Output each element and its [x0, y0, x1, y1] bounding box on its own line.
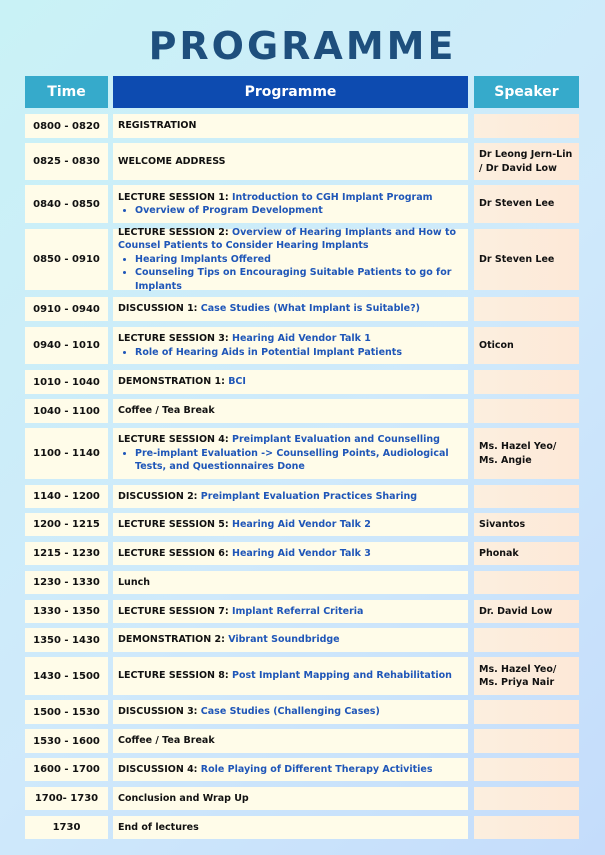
table-row — [0, 143, 605, 180]
speaker-cell — [474, 787, 579, 810]
time-cell: 1730 — [25, 816, 108, 839]
session-label: WELCOME ADDRESS — [118, 155, 226, 167]
programme-cell — [113, 114, 468, 138]
session-label: DEMONSTRATION 1: — [118, 376, 229, 388]
speaker-name: Dr Leong Jern-Lin / Dr David Low — [479, 149, 573, 174]
table-row — [0, 185, 605, 223]
programme-line — [118, 605, 464, 619]
speaker-name: Ms. Hazel Yeo/ Ms. Angie — [479, 441, 557, 466]
time-cell: 1600 - 1700 — [25, 758, 108, 781]
programme-cell — [113, 297, 468, 321]
time-cell: 1010 - 1040 — [25, 370, 108, 394]
session-label: DEMONSTRATION 2: — [118, 634, 229, 646]
time-cell: 1215 - 1230 — [25, 542, 108, 565]
session-topic: Vibrant Soundbridge — [228, 634, 340, 646]
session-topic: Overview of Hearing Implants and How to Counsel Patients to Consider Hearing Implants — [118, 226, 457, 252]
speaker-name: Dr Steven Lee — [479, 253, 555, 265]
time-cell: 1430 - 1500 — [25, 657, 108, 695]
programme-cell — [113, 226, 468, 292]
programme-line — [118, 518, 464, 532]
time-cell: 0825 - 0830 — [25, 143, 108, 180]
programme-line — [118, 332, 464, 346]
session-label: Coffee / Tea Break — [118, 735, 215, 747]
session-topic: Case Studies (Challenging Cases) — [200, 706, 380, 718]
session-topic: Introduction to CGH Implant Program — [232, 191, 433, 203]
programme-cell — [113, 485, 468, 508]
speaker-cell — [474, 485, 579, 508]
speaker-name: Ms. Hazel Yeo/ Ms. Priya Nair — [479, 663, 557, 688]
header-time: Time — [25, 76, 108, 108]
time-cell: 0940 - 1010 — [25, 327, 108, 364]
programme-line — [118, 734, 464, 748]
session-label: LECTURE SESSION 1: — [118, 191, 232, 203]
programme-cell — [113, 787, 468, 810]
programme-cell — [113, 657, 468, 695]
speaker-cell — [474, 758, 579, 781]
programme-cell — [113, 399, 468, 423]
programme-cell — [113, 370, 468, 394]
session-label: LECTURE SESSION 4: — [118, 434, 232, 446]
time-cell: 0840 - 0850 — [25, 185, 108, 223]
speaker-cell — [474, 327, 579, 364]
speaker-cell — [474, 657, 579, 695]
table-row — [0, 700, 605, 724]
speaker-cell — [474, 700, 579, 724]
programme-cell — [113, 816, 468, 839]
table-row — [0, 628, 605, 652]
session-topic: Hearing Aid Vendor Talk 3 — [232, 547, 371, 559]
table-row — [0, 657, 605, 695]
session-label: DISCUSSION 3: — [118, 706, 201, 718]
speaker-cell — [474, 542, 579, 565]
table-row — [0, 485, 605, 508]
session-label: LECTURE SESSION 2: — [118, 226, 232, 238]
session-topic: Post Implant Mapping and Rehabilitation — [232, 670, 452, 682]
speaker-name: Dr Steven Lee — [479, 198, 555, 210]
programme-line — [118, 226, 464, 253]
bullet-list — [118, 447, 464, 474]
speaker-cell — [474, 114, 579, 138]
programme-line — [118, 302, 464, 316]
header-programme: Programme — [113, 76, 468, 108]
programme-cell — [113, 428, 468, 479]
speaker-cell — [474, 399, 579, 423]
session-label: LECTURE SESSION 7: — [118, 605, 232, 617]
speaker-name: Phonak — [479, 547, 519, 559]
time-cell: 1500 - 1530 — [25, 700, 108, 724]
programme-cell — [113, 542, 468, 565]
table-row — [0, 542, 605, 565]
table-row — [0, 370, 605, 394]
speaker-name: Sivantos — [479, 518, 526, 530]
session-label: Conclusion and Wrap Up — [118, 792, 249, 804]
programme-line — [118, 191, 464, 205]
session-label: DISCUSSION 1: — [118, 303, 201, 315]
bullet-list — [118, 346, 464, 360]
table-row — [0, 327, 605, 364]
session-label: REGISTRATION — [118, 120, 197, 132]
session-label: DISCUSSION 2: — [118, 490, 201, 502]
programme-cell — [113, 143, 468, 180]
table-row — [0, 816, 605, 839]
programme-cell — [113, 327, 468, 364]
programme-line — [118, 576, 464, 590]
bullet-item: • Pre-implant Evaluation -> Counselling Points, Audiological Tests, and Questionnaires Done — [135, 447, 464, 474]
time-cell: 1530 - 1600 — [25, 729, 108, 753]
table-row — [0, 758, 605, 781]
session-topic: Hearing Aid Vendor Talk 1 — [232, 333, 371, 344]
bullet-list — [118, 204, 464, 218]
time-cell: 1700- 1730 — [25, 787, 108, 810]
speaker-cell — [474, 297, 579, 321]
bullet-list — [118, 253, 464, 294]
session-topic: Preimplant Evaluation Practices Sharing — [200, 490, 418, 502]
session-label: Coffee / Tea Break — [118, 405, 215, 417]
speaker-cell — [474, 513, 579, 536]
table-row — [0, 428, 605, 479]
session-topic: Hearing Aid Vendor Talk 2 — [232, 518, 371, 530]
session-label: LECTURE SESSION 3: — [118, 333, 232, 344]
speaker-cell — [474, 370, 579, 394]
table-row — [0, 399, 605, 423]
programme-cell — [113, 513, 468, 536]
programme-line — [118, 119, 464, 133]
page-title: PROGRAMME — [148, 24, 457, 68]
programme-line — [118, 763, 464, 777]
programme-line — [118, 375, 464, 389]
bullet-item: • Overview of Program Development — [135, 204, 464, 218]
time-cell: 1230 - 1330 — [25, 571, 108, 594]
time-cell: 1100 - 1140 — [25, 428, 108, 479]
programme-line — [118, 705, 464, 719]
table-row — [0, 571, 605, 594]
time-cell: 0800 - 0820 — [25, 114, 108, 138]
table-row — [0, 600, 605, 623]
bullet-item: • Role of Hearing Aids in Potential Implant Patients — [135, 346, 464, 360]
session-topic: BCI — [228, 376, 246, 388]
speaker-name: Dr. David Low — [479, 605, 553, 617]
speaker-cell — [474, 229, 579, 290]
speaker-cell — [474, 816, 579, 839]
session-topic: Role Playing of Different Therapy Activities — [200, 763, 433, 775]
speaker-cell — [474, 143, 579, 180]
header-speaker: Speaker — [474, 76, 579, 108]
time-cell: 0850 - 0910 — [25, 229, 108, 290]
session-label: LECTURE SESSION 5: — [118, 518, 232, 530]
session-topic: Case Studies (What Implant is Suitable?) — [200, 303, 420, 315]
speaker-cell — [474, 628, 579, 652]
programme-cell — [113, 700, 468, 724]
session-label: DISCUSSION 4: — [118, 763, 201, 775]
table-row — [0, 226, 605, 292]
speaker-cell — [474, 600, 579, 623]
table-row — [0, 114, 605, 138]
programme-line — [118, 404, 464, 418]
session-topic: Implant Referral Criteria — [232, 605, 364, 617]
time-cell: 0910 - 0940 — [25, 297, 108, 321]
speaker-cell — [474, 185, 579, 223]
session-label: LECTURE SESSION 8: — [118, 670, 232, 682]
bullet-item: • Hearing Implants Offered — [135, 253, 464, 267]
session-label: LECTURE SESSION 6: — [118, 547, 232, 559]
table-row — [0, 513, 605, 536]
session-label: Lunch — [118, 576, 150, 588]
programme-line — [118, 433, 464, 447]
programme-cell — [113, 729, 468, 753]
programme-cell — [113, 628, 468, 652]
programme-cell — [113, 571, 468, 594]
programme-cell — [113, 758, 468, 781]
speaker-name: Oticon — [479, 339, 514, 351]
programme-line — [118, 155, 464, 169]
time-cell: 1200 - 1215 — [25, 513, 108, 536]
speaker-cell — [474, 571, 579, 594]
table-row — [0, 297, 605, 321]
speaker-cell — [474, 428, 579, 479]
bullet-item: • Counseling Tips on Encouraging Suitable Patients to go for Implants — [135, 266, 464, 293]
programme-cell — [113, 600, 468, 623]
time-cell: 1140 - 1200 — [25, 485, 108, 508]
table-row — [0, 729, 605, 753]
speaker-cell — [474, 729, 579, 753]
programme-line — [118, 547, 464, 561]
programme-line — [118, 821, 464, 835]
table-row — [0, 787, 605, 810]
programme-line — [118, 633, 464, 647]
programme-line — [118, 669, 464, 683]
programme-line — [118, 792, 464, 806]
session-label: End of lectures — [118, 821, 199, 833]
time-cell: 1330 - 1350 — [25, 600, 108, 623]
programme-line — [118, 490, 464, 504]
programme-cell — [113, 185, 468, 223]
time-cell: 1040 - 1100 — [25, 399, 108, 423]
time-cell: 1350 - 1430 — [25, 628, 108, 652]
session-topic: Preimplant Evaluation and Counselling — [232, 434, 440, 446]
